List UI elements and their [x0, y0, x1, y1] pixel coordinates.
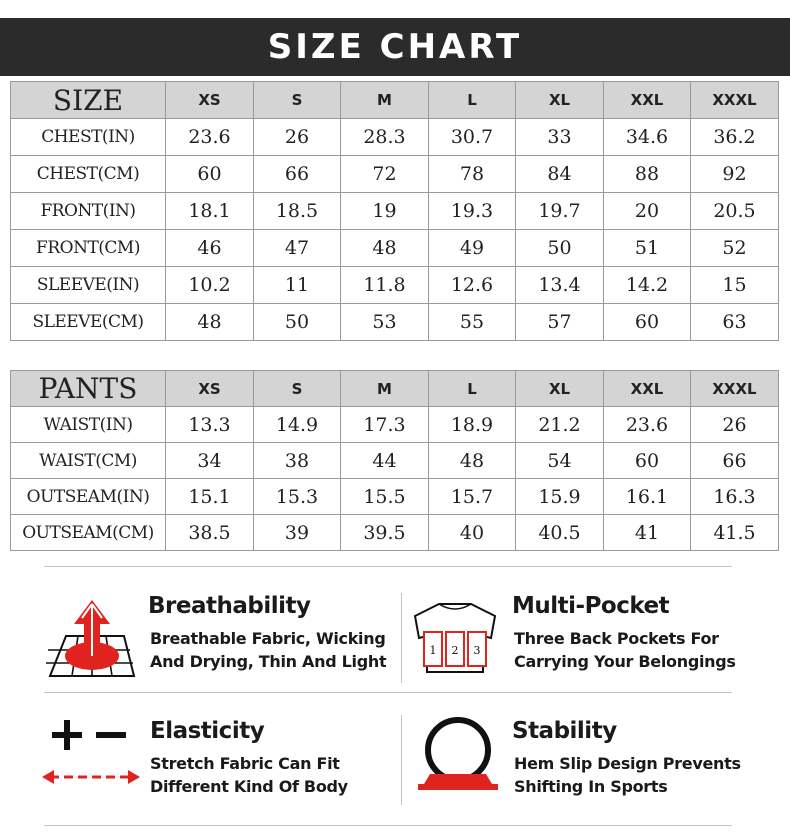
- table-cell: 55: [429, 304, 516, 341]
- table-cell: 60: [166, 156, 254, 193]
- table-cell: 60: [604, 443, 691, 479]
- divider-line: [401, 593, 402, 683]
- row-label: WAIST(IN): [11, 407, 166, 443]
- divider-line: [44, 692, 732, 693]
- table-cell: 21.2: [516, 407, 604, 443]
- table-cell: 41.5: [691, 515, 779, 551]
- table-cell: 19: [341, 193, 429, 230]
- row-label: CHEST(IN): [11, 119, 166, 156]
- table-cell: 47: [254, 230, 341, 267]
- pocket-number: 1: [429, 644, 437, 657]
- table-cell: 18.5: [254, 193, 341, 230]
- table-cell: 15.7: [429, 479, 516, 515]
- page-title: SIZE CHART: [267, 27, 523, 67]
- table-cell: 39: [254, 515, 341, 551]
- size-header: S: [254, 82, 341, 119]
- pocket-number: 2: [451, 644, 459, 657]
- table-cell: 11.8: [341, 267, 429, 304]
- table-cell: 38: [254, 443, 341, 479]
- plus-minus-stretch-icon: [40, 716, 144, 792]
- size-header: XXL: [604, 371, 691, 407]
- row-label: WAIST(CM): [11, 443, 166, 479]
- row-label: SLEEVE(IN): [11, 267, 166, 304]
- row-label: OUTSEAM(IN): [11, 479, 166, 515]
- table-cell: 15.5: [341, 479, 429, 515]
- pocket-number: 3: [473, 644, 481, 657]
- size-header: M: [341, 371, 429, 407]
- feature-description: Shifting In Sports: [514, 777, 668, 796]
- table-cell: 50: [254, 304, 341, 341]
- table-cell: 19.3: [429, 193, 516, 230]
- table-cell: 48: [166, 304, 254, 341]
- table-cell: 26: [254, 119, 341, 156]
- table-cell: 39.5: [341, 515, 429, 551]
- table-row: [11, 443, 779, 479]
- size-header: XS: [166, 82, 254, 119]
- table-cell: 66: [254, 156, 341, 193]
- table-cell: 50: [516, 230, 604, 267]
- table-row: [11, 479, 779, 515]
- table-cell: 28.3: [341, 119, 429, 156]
- table-cell: 88: [604, 156, 691, 193]
- row-label: FRONT(CM): [11, 230, 166, 267]
- table-cell: 26: [691, 407, 779, 443]
- table-cell: 48: [341, 230, 429, 267]
- table-cell: 17.3: [341, 407, 429, 443]
- table-cell: 60: [604, 304, 691, 341]
- table-row: [11, 407, 779, 443]
- table-row: [11, 515, 779, 551]
- table-cell: 46: [166, 230, 254, 267]
- table-cell: 15: [691, 267, 779, 304]
- table-cell: 48: [429, 443, 516, 479]
- table-corner-label: SIZE: [11, 82, 166, 119]
- size-header: XL: [516, 371, 604, 407]
- table-header-row: [11, 82, 779, 119]
- table-cell: 63: [691, 304, 779, 341]
- table-cell: 13.4: [516, 267, 604, 304]
- divider-line: [401, 715, 402, 805]
- feature-description: Three Back Pockets For: [514, 629, 719, 648]
- table-corner-label: PANTS: [11, 371, 166, 407]
- table-cell: 23.6: [604, 407, 691, 443]
- feature-description: Carrying Your Belongings: [514, 652, 736, 671]
- size-header: XXL: [604, 82, 691, 119]
- table-row: [11, 193, 779, 230]
- table-row: [11, 230, 779, 267]
- size-header: L: [429, 371, 516, 407]
- feature-description: Different Kind Of Body: [150, 777, 348, 796]
- feature-title: Stability: [512, 718, 617, 744]
- row-label: CHEST(CM): [11, 156, 166, 193]
- table-cell: 54: [516, 443, 604, 479]
- ring-on-stand-icon: [412, 712, 504, 796]
- table-cell: 12.6: [429, 267, 516, 304]
- table-cell: 57: [516, 304, 604, 341]
- size-header: S: [254, 371, 341, 407]
- row-label: SLEEVE(CM): [11, 304, 166, 341]
- table-cell: 18.1: [166, 193, 254, 230]
- table-cell: 16.1: [604, 479, 691, 515]
- table-cell: 19.7: [516, 193, 604, 230]
- row-label: OUTSEAM(CM): [11, 515, 166, 551]
- table-cell: 66: [691, 443, 779, 479]
- table-cell: 84: [516, 156, 604, 193]
- feature-title: Breathability: [148, 593, 311, 619]
- table-row: [11, 156, 779, 193]
- table-row: [11, 304, 779, 341]
- table-header-row: [11, 371, 779, 407]
- table-cell: 38.5: [166, 515, 254, 551]
- size-header: XS: [166, 371, 254, 407]
- table-cell: 36.2: [691, 119, 779, 156]
- table-cell: 52: [691, 230, 779, 267]
- table-cell: 92: [691, 156, 779, 193]
- feature-title: Multi-Pocket: [512, 593, 670, 619]
- table-cell: 13.3: [166, 407, 254, 443]
- table-cell: 72: [341, 156, 429, 193]
- table-row: [11, 119, 779, 156]
- table-cell: 51: [604, 230, 691, 267]
- table-cell: 30.7: [429, 119, 516, 156]
- feature-description: And Drying, Thin And Light: [150, 652, 387, 671]
- feature-title: Elasticity: [150, 718, 265, 744]
- size-header: M: [341, 82, 429, 119]
- feature-description: Stretch Fabric Can Fit: [150, 754, 340, 773]
- table-cell: 34: [166, 443, 254, 479]
- size-chart-banner: [0, 18, 790, 76]
- table-cell: 20.5: [691, 193, 779, 230]
- table-cell: 34.6: [604, 119, 691, 156]
- divider-line: [44, 566, 732, 567]
- feature-description: Hem Slip Design Prevents: [514, 754, 741, 773]
- table-cell: 10.2: [166, 267, 254, 304]
- table-cell: 18.9: [429, 407, 516, 443]
- table-cell: 16.3: [691, 479, 779, 515]
- table-cell: 11: [254, 267, 341, 304]
- table-cell: 14.9: [254, 407, 341, 443]
- table-cell: 41: [604, 515, 691, 551]
- table-cell: 23.6: [166, 119, 254, 156]
- table-cell: 53: [341, 304, 429, 341]
- pants-size-table: [10, 370, 779, 551]
- breathability-arrow-grid-icon: [44, 598, 140, 680]
- table-cell: 49: [429, 230, 516, 267]
- row-label: FRONT(IN): [11, 193, 166, 230]
- table-cell: 78: [429, 156, 516, 193]
- size-header: L: [429, 82, 516, 119]
- table-row: [11, 267, 779, 304]
- size-header: XXXL: [691, 82, 779, 119]
- size-header: XL: [516, 82, 604, 119]
- feature-description: Breathable Fabric, Wicking: [150, 629, 386, 648]
- table-cell: 40: [429, 515, 516, 551]
- table-cell: 40.5: [516, 515, 604, 551]
- table-cell: 44: [341, 443, 429, 479]
- table-cell: 15.1: [166, 479, 254, 515]
- table-cell: 15.3: [254, 479, 341, 515]
- table-cell: 14.2: [604, 267, 691, 304]
- table-cell: 33: [516, 119, 604, 156]
- jersey-back-pockets-icon: [409, 600, 501, 676]
- divider-line: [44, 825, 732, 826]
- table-cell: 15.9: [516, 479, 604, 515]
- size-header: XXXL: [691, 371, 779, 407]
- table-cell: 20: [604, 193, 691, 230]
- shirt-size-table: [10, 81, 779, 341]
